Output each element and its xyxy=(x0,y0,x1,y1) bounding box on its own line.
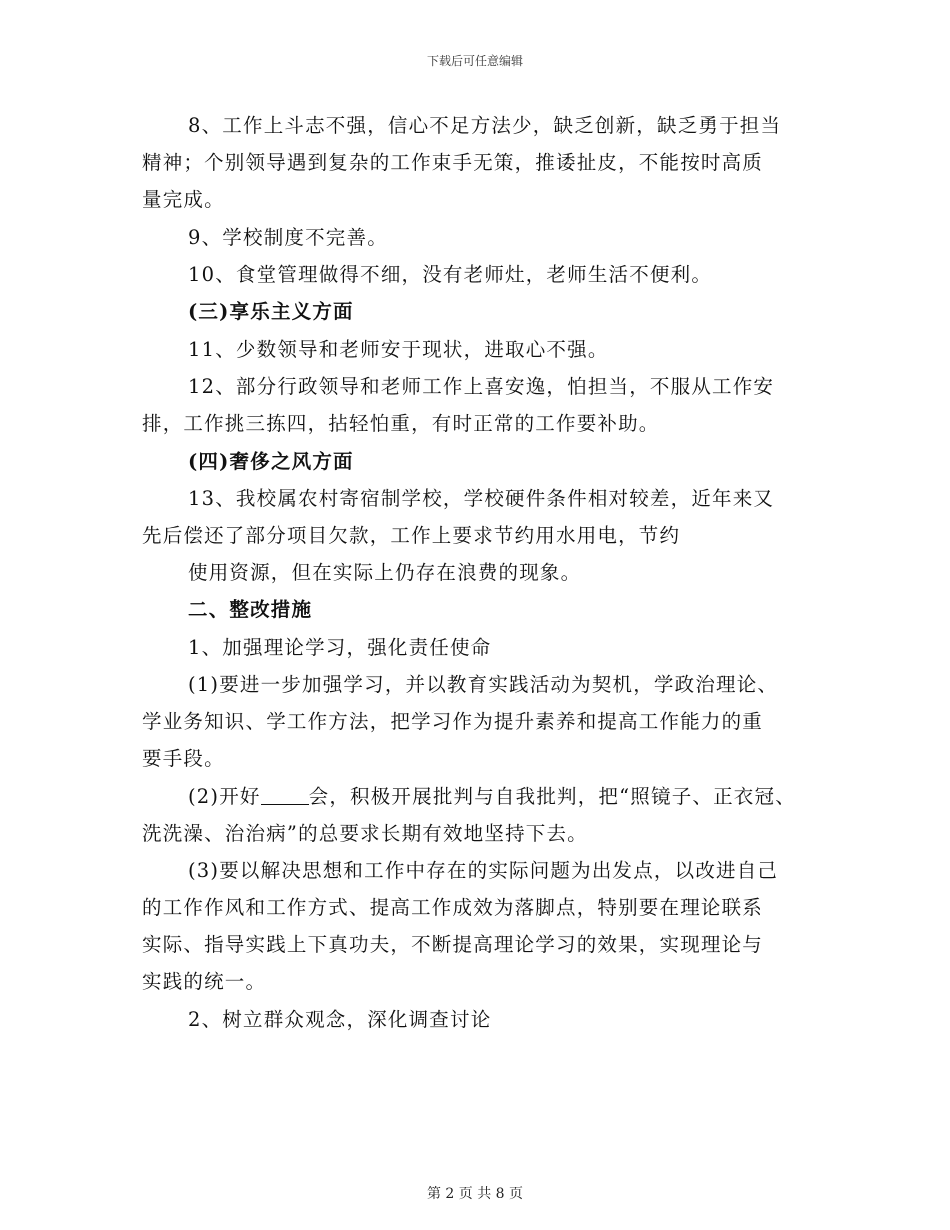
paragraph-line: 使用资源，但在实际上仍存在浪费的现象。 xyxy=(188,561,582,584)
paragraph-line: (1)要进一步加强学习，并以教育实践活动为契机，学政治理论、 xyxy=(188,673,779,696)
item2-suffix: 会，积极开展批判与自我批判，把“照镜子、正衣冠、 xyxy=(308,785,796,808)
paragraph-line: 12、部分行政领导和老师工作上喜安逸，怕担当，不服从工作安 xyxy=(188,375,775,398)
paragraph-line: 量完成。 xyxy=(142,188,225,211)
paragraph-line: 2、树立群众观念，深化调查讨论 xyxy=(188,1008,492,1031)
section-heading: (三)享乐主义方面 xyxy=(188,300,354,323)
paragraph-line: (3)要以解决思想和工作中存在的实际问题为出发点，以改进自己 xyxy=(188,859,779,882)
paragraph-line: 学业务知识、学工作方法，把学习作为提升素养和提高工作能力的重 xyxy=(142,710,764,733)
paragraph-line-with-blank xyxy=(188,785,796,809)
paragraph-line: 的工作作风和工作方式、提高工作成效为落脚点，特别要在理论联系 xyxy=(142,896,764,919)
section-heading: 二、整改措施 xyxy=(188,598,313,621)
item2-prefix: (2)开好 xyxy=(188,785,261,808)
paragraph-line: 8、工作上斗志不强，信心不足方法少，缺乏创新，缺乏勇于担当 xyxy=(188,114,782,137)
header-note: 下载后可任意编辑 xyxy=(426,54,523,68)
paragraph-line: 11、少数领导和老师安于现状，进取心不强。 xyxy=(188,338,609,361)
paragraph-line: 要手段。 xyxy=(142,747,225,770)
paragraph-line: 13、我校属农村寄宿制学校，学校硬件条件相对较差，近年来又 xyxy=(188,487,775,510)
page-number-footer: 第 2 页 共 8 页 xyxy=(426,1186,524,1202)
paragraph-line: 实践的统一。 xyxy=(142,970,267,993)
paragraph-line: 先后偿还了部分项目欠款，工作上要求节约用水用电，节约 xyxy=(142,524,681,547)
paragraph-line: 洗洗澡、治治病”的总要求长期有效地坚持下去。 xyxy=(142,822,588,845)
paragraph-line: 精神；个别领导遇到复杂的工作束手无策，推诿扯皮，不能按时高质 xyxy=(142,151,764,174)
paragraph-line: 9、学校制度不完善。 xyxy=(188,226,388,249)
paragraph-line: 排，工作挑三拣四，拈轻怕重，有时正常的工作要补助。 xyxy=(142,412,660,435)
fill-in-blank xyxy=(261,786,309,805)
paragraph-line: 1、加强理论学习，强化责任使命 xyxy=(188,636,492,659)
section-heading: (四)奢侈之风方面 xyxy=(188,450,354,473)
paragraph-line: 10、食堂管理做得不细，没有老师灶，老师生活不便利。 xyxy=(188,263,713,286)
paragraph-line: 实际、指导实践上下真功夫，不断提高理论学习的效果，实现理论与 xyxy=(142,933,764,956)
